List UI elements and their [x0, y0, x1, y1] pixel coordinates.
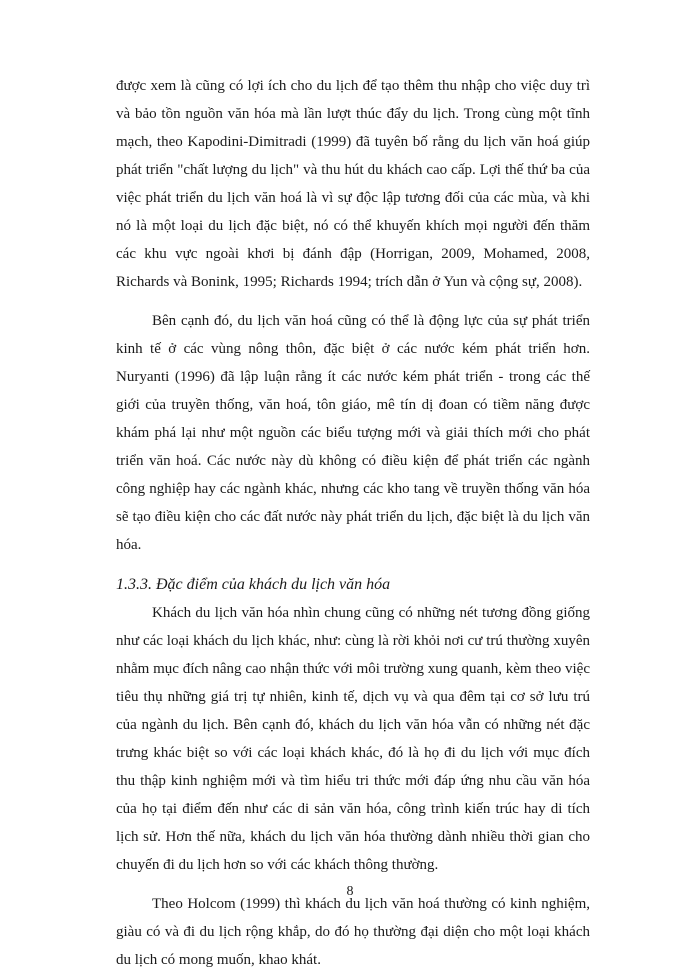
page-content	[116, 72, 590, 974]
section-heading: 1.3.3. Đặc điểm của khách du lịch văn hóa	[116, 576, 391, 593]
paragraph-tourist-characteristics: Khách du lịch văn hóa nhìn chung cũng có những nét tương đồng giống như các loại khách du lịch khác, như: cùng là rời khỏi nơi cư trú thường xuyên nhằm mục đích nâng cao nhận thức với môi trường xung quanh, kèm theo việc tiêu thụ những giá trị tự nhiên, kinh tế, dịch vụ và qua đêm tại cơ sở lưu trú của ngành du lịch. Bên cạnh đó, khách du lịch văn hóa vẫn có những nét đặc trưng khác biệt so với các loại khách khác, đó là họ đi du lịch với mục đích thu thập kinh nghiệm mới và tìm hiểu tri thức mới đáp ứng nhu cầu văn hóa của họ tại điểm đến như các di sản văn hóa, công trình kiến trúc hay di tích lịch sử. Hơn thế nữa, khách du lịch văn hóa thường dành nhiều thời gian cho chuyến đi du lịch hơn so với các khách thông thường.	[116, 605, 590, 873]
paragraph-continuation: được xem là cũng có lợi ích cho du lịch để tạo thêm thu nhập cho việc duy trì và bảo tồn nguồn văn hóa mà lần lượt thúc đẩy du lịch. Trong cùng một tĩnh mạch, theo Kapodini-Dimitradi (1999) đã tuyên bố rằng du lịch văn hoá giúp phát triển "chất lượng du lịch" và thu hút du khách cao cấp. Lợi thế thứ ba của việc phát triển du lịch văn hoá là vì sự độc lập tương đối của các mùa, và khi nó là một loại du lịch đặc biệt, nó có thể khuyến khích mọi người đến thăm các khu vực ngoài khơi bị đánh đập (Horrigan, 2009, Mohamed, 2008, Richards và Bonink, 1995; Richards 1994; trích dẫn ở Yun và cộng sự, 2008).	[116, 78, 590, 290]
paragraph-rural-development: Bên cạnh đó, du lịch văn hoá cũng có thể là động lực của sự phát triển kinh tế ở các vùng nông thôn, đặc biệt ở các nước kém phát triển hơn. Nuryanti (1996) đã lập luận rằng ít các nước kém phát triển - trong các thế giới của truyền thống, văn hoá, tôn giáo, mê tín dị đoan có tiềm năng được khám phá lại như một nguồn các biểu tượng mới và giải thích mới cho phát triển văn hoá. Các nước này dù không có điều kiện để phát triển các ngành công nghiệp hay các ngành khác, nhưng các kho tang về truyền thống văn hóa sẽ tạo điều kiện cho các đất nước này phát triển du lịch, đặc biệt là du lịch văn hóa.	[116, 313, 590, 553]
paragraph-holcom: Theo Holcom (1999) thì khách du lịch văn hoá thường có kinh nghiệm, giàu có và đi du lịch rộng khắp, do đó họ thường đại diện cho một loại khách du lịch có mong muốn, khao khát.	[116, 896, 590, 968]
page-number: 8	[346, 884, 354, 899]
